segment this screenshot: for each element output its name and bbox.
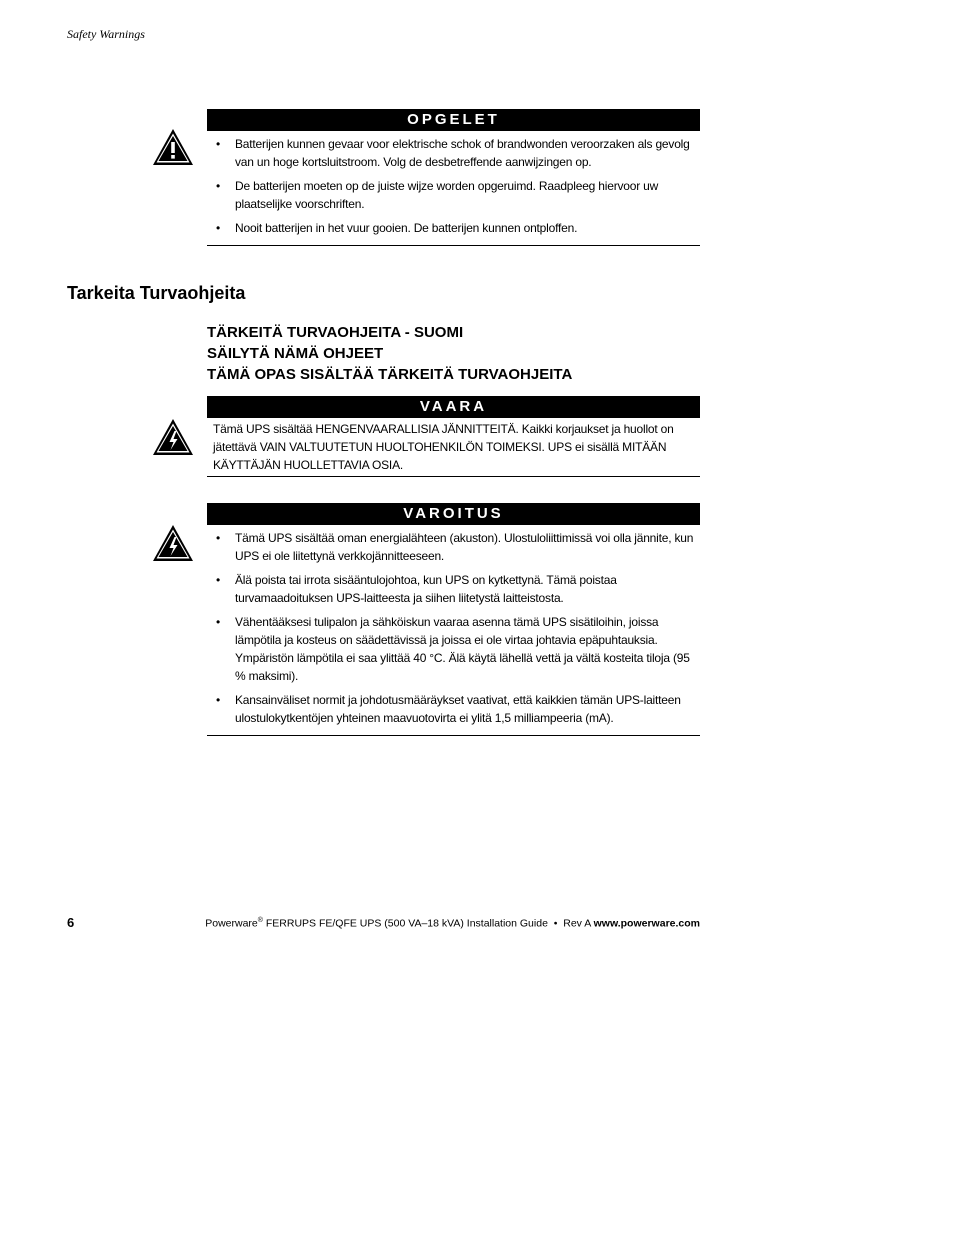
safety-heading xyxy=(207,322,572,385)
varoitus-box xyxy=(207,503,700,736)
caution-exclamation-icon xyxy=(152,128,194,166)
vaara-box xyxy=(207,396,700,477)
vaara-title: VAARA xyxy=(207,396,700,418)
running-head: Safety Warnings xyxy=(67,27,145,41)
registered-mark: ® xyxy=(257,917,263,924)
opgelet-title: OPGELET xyxy=(207,109,700,131)
opgelet-box xyxy=(207,109,700,246)
list-item: • Nooit batterijen in het vuur gooien. De batterijen kunnen ontploffen. xyxy=(207,219,700,237)
electrical-hazard-icon xyxy=(152,524,194,562)
footer-guide-title: FERRUPS FE/QFE UPS (500 VA–18 kVA) Installation Guide • Rev A xyxy=(262,917,594,930)
varoitus-title: VAROITUS xyxy=(207,503,700,525)
list-item: • Älä poista tai irrota sisääntulojohtoa, kun UPS on kytkettynä. Tämä poistaa turvamaadoituksen UPS-laitteesta ja siihen liitetystä laitteistosta. xyxy=(207,571,700,607)
footer-brand: Powerware xyxy=(205,917,258,930)
safety-heading-line: TÄRKEITÄ TURVAOHJEITA - SUOMI xyxy=(207,324,464,341)
footer-url: www.powerware.com xyxy=(593,917,700,930)
varoitus-list xyxy=(207,525,700,735)
opgelet-list xyxy=(207,131,700,245)
list-item: • De batterijen moeten op de juiste wijze worden opgeruimd. Raadpleeg hiervoor uw plaatselijke voorschriften. xyxy=(207,177,700,213)
electrical-hazard-icon xyxy=(152,418,194,456)
safety-heading-line: SÄILYTÄ NÄMÄ OHJEET xyxy=(207,345,384,362)
section-title: Tarkeita Turvaohjeita xyxy=(67,283,246,303)
footer-text xyxy=(205,917,700,930)
list-item: • Vähentääksesi tulipalon ja sähköiskun vaaraa asenna tämä UPS sisätiloihin, joissa lämpötila ja kosteus on säädettävissä ja joissa ei ole virtaa johtavia epäpuhtauksia. Ympäristön lämpötila ei saa ylittää 40 °C. Älä käytä lähellä vettä ja vältä kosteita tiloja (95 % maksimi). xyxy=(207,613,700,685)
list-item: • Kansainväliset normit ja johdotusmääräykset vaativat, että kaikkien tämän UPS-laitteen ulostulokytkentöjen yhteinen maavuotovirta ei ylitä 1,5 milliampeeria (mA). xyxy=(207,691,700,727)
list-item: • Batterijen kunnen gevaar voor elektrische schok of brandwonden veroorzaken als gevolg van un hoge kortsluitstroom. Volg de desbetreffende aanwijzingen op. xyxy=(207,135,700,171)
vaara-text: Tämä UPS sisältää HENGENVAARALLISIA JÄNNITTEITÄ. Kaikki korjaukset ja huollot on jätettävä VAIN VALTUUTETUN HUOLTOHENKILÖN TOIMEKSI. UPS ei sisällä MITÄÄN KÄYTTÄJÄN HUOLLETTAVIA OSIA. xyxy=(213,422,674,472)
safety-heading-line: TÄMÄ OPAS SISÄLTÄÄ TÄRKEITÄ TURVAOHJEITA xyxy=(207,366,573,383)
list-item: • Tämä UPS sisältää oman energialähteen (akuston). Ulostuloliittimissä voi olla jännite, kun UPS ei ole liitettynä verkkojännitteeseen. xyxy=(207,529,700,565)
page-number: 6 xyxy=(67,915,75,930)
